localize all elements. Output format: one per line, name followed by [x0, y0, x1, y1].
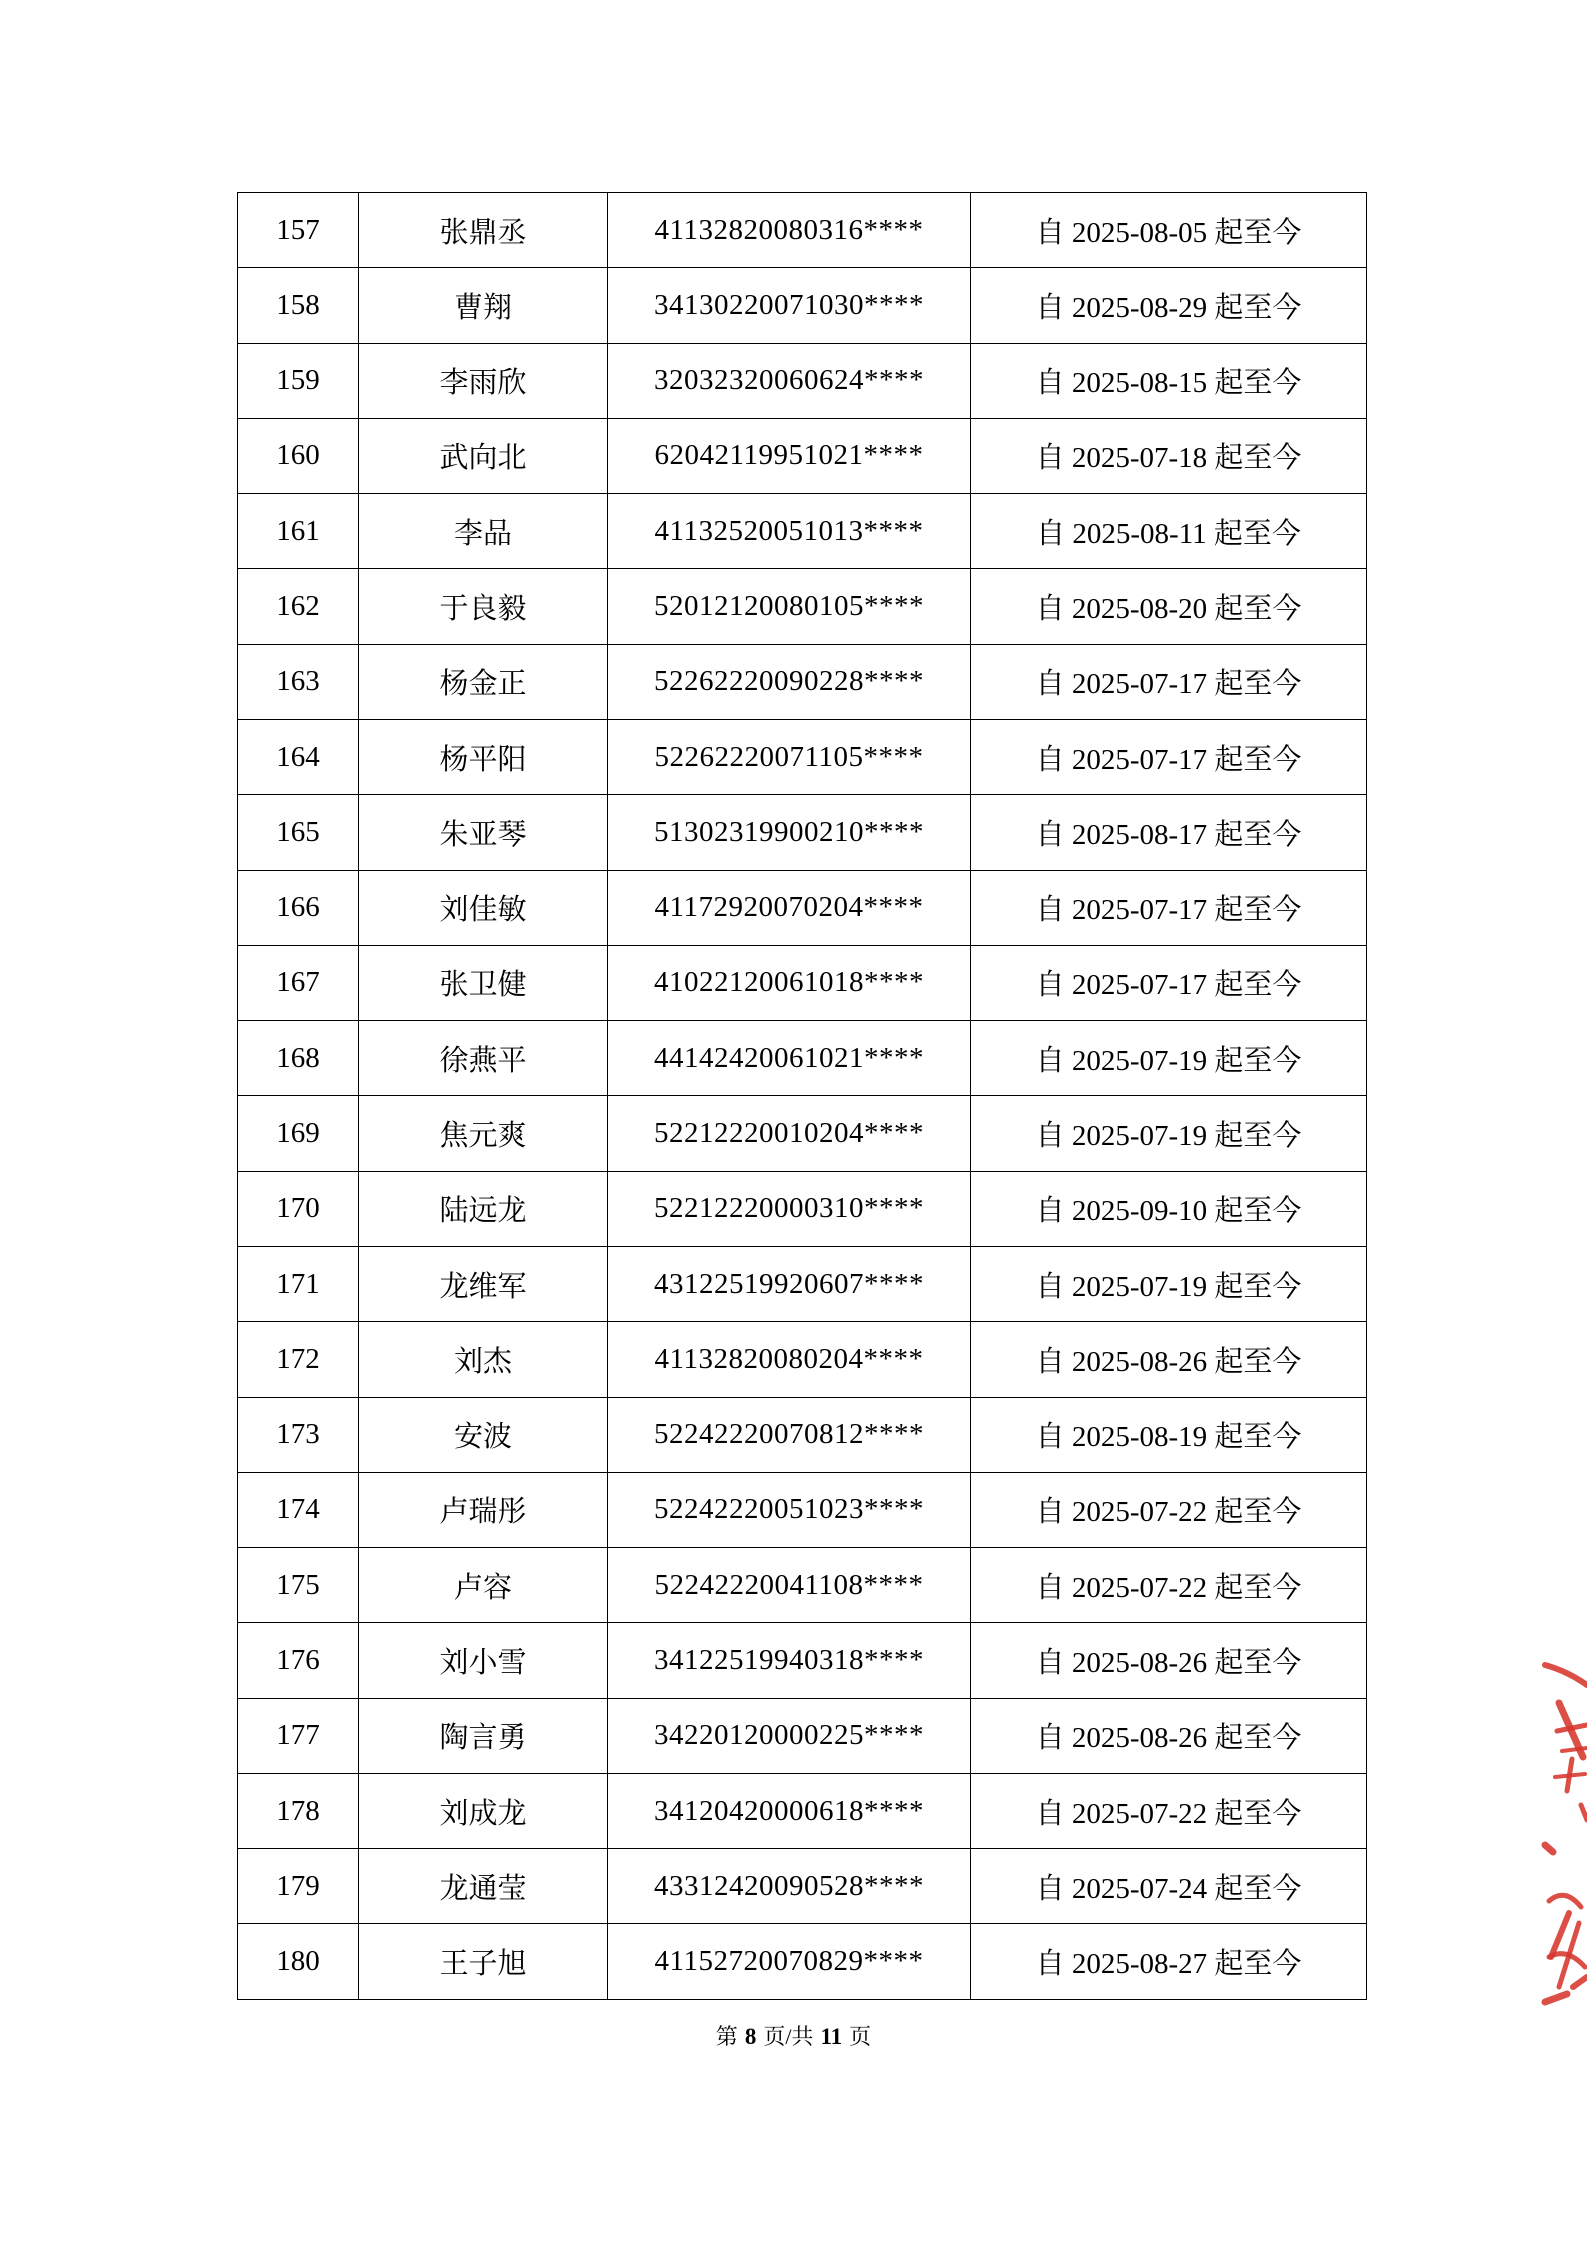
- page-footer: [0, 2020, 1587, 2051]
- table-row: [238, 1021, 1367, 1096]
- cell-serial-number: 166: [238, 870, 359, 945]
- cell-id-number: 44142420061021****: [608, 1021, 971, 1096]
- cell-id-number: 52212220010204****: [608, 1096, 971, 1171]
- table-row: [238, 1322, 1367, 1397]
- table-row: [238, 418, 1367, 493]
- cell-name: 王子旭: [359, 1924, 608, 2000]
- cell-name: 刘杰: [359, 1322, 608, 1397]
- cell-serial-number: 157: [238, 193, 359, 268]
- cell-id-number: 41132820080316****: [608, 193, 971, 268]
- cell-period: 自 2025-07-22 起至今: [971, 1548, 1367, 1623]
- cell-name: 朱亚琴: [359, 795, 608, 870]
- cell-serial-number: 173: [238, 1397, 359, 1472]
- table-row: [238, 1397, 1367, 1472]
- cell-serial-number: 167: [238, 945, 359, 1020]
- cell-period: 自 2025-07-17 起至今: [971, 719, 1367, 794]
- cell-period: 自 2025-08-11 起至今: [971, 494, 1367, 569]
- cell-serial-number: 158: [238, 268, 359, 343]
- cell-serial-number: 161: [238, 494, 359, 569]
- cell-serial-number: 165: [238, 795, 359, 870]
- table-row: [238, 569, 1367, 644]
- cell-period: 自 2025-08-29 起至今: [971, 268, 1367, 343]
- cell-name: 龙通莹: [359, 1849, 608, 1924]
- cell-period: 自 2025-07-19 起至今: [971, 1096, 1367, 1171]
- cell-id-number: 43122519920607****: [608, 1246, 971, 1321]
- cell-id-number: 62042119951021****: [608, 418, 971, 493]
- cell-serial-number: 171: [238, 1246, 359, 1321]
- cell-name: 陆远龙: [359, 1171, 608, 1246]
- cell-name: 张卫健: [359, 945, 608, 1020]
- footer-suffix: 页: [849, 2024, 872, 2049]
- cell-period: 自 2025-07-22 起至今: [971, 1472, 1367, 1547]
- cell-id-number: 52242220041108****: [608, 1548, 971, 1623]
- table-row: [238, 1171, 1367, 1246]
- cell-name: 陶言勇: [359, 1698, 608, 1773]
- cell-name: 安波: [359, 1397, 608, 1472]
- current-page-number: 8: [744, 2024, 757, 2049]
- cell-id-number: 41132520051013****: [608, 494, 971, 569]
- table-row: [238, 644, 1367, 719]
- cell-period: 自 2025-07-19 起至今: [971, 1021, 1367, 1096]
- cell-period: 自 2025-08-19 起至今: [971, 1397, 1367, 1472]
- cell-name: 徐燕平: [359, 1021, 608, 1096]
- cell-period: 自 2025-07-22 起至今: [971, 1773, 1367, 1848]
- cell-name: 李品: [359, 494, 608, 569]
- cell-period: 自 2025-08-26 起至今: [971, 1623, 1367, 1698]
- footer-separator: 页/共: [763, 2024, 814, 2049]
- cell-serial-number: 179: [238, 1849, 359, 1924]
- cell-serial-number: 180: [238, 1924, 359, 2000]
- cell-serial-number: 174: [238, 1472, 359, 1547]
- cell-name: 武向北: [359, 418, 608, 493]
- cell-name: 卢容: [359, 1548, 608, 1623]
- footer-prefix: 第: [715, 2024, 738, 2049]
- cell-id-number: 52012120080105****: [608, 569, 971, 644]
- cell-period: 自 2025-07-24 起至今: [971, 1849, 1367, 1924]
- cell-period: 自 2025-08-15 起至今: [971, 343, 1367, 418]
- table-row: [238, 870, 1367, 945]
- cell-serial-number: 170: [238, 1171, 359, 1246]
- cell-id-number: 52242220051023****: [608, 1472, 971, 1547]
- table-row: [238, 1698, 1367, 1773]
- cell-id-number: 52262220090228****: [608, 644, 971, 719]
- cell-serial-number: 160: [238, 418, 359, 493]
- cell-serial-number: 168: [238, 1021, 359, 1096]
- cell-name: 曹翔: [359, 268, 608, 343]
- cell-name: 龙维军: [359, 1246, 608, 1321]
- cell-period: 自 2025-08-20 起至今: [971, 569, 1367, 644]
- cell-id-number: 34122519940318****: [608, 1623, 971, 1698]
- cell-name: 李雨欣: [359, 343, 608, 418]
- table-row: [238, 795, 1367, 870]
- table-row: [238, 1623, 1367, 1698]
- table-row: [238, 1849, 1367, 1924]
- cell-id-number: 41022120061018****: [608, 945, 971, 1020]
- cell-id-number: 41132820080204****: [608, 1322, 971, 1397]
- roster-table: [237, 192, 1367, 2000]
- cell-id-number: 52212220000310****: [608, 1171, 971, 1246]
- cell-period: 自 2025-08-26 起至今: [971, 1322, 1367, 1397]
- table-row: [238, 1472, 1367, 1547]
- cell-name: 刘佳敏: [359, 870, 608, 945]
- cell-id-number: 34120420000618****: [608, 1773, 971, 1848]
- cell-period: 自 2025-09-10 起至今: [971, 1171, 1367, 1246]
- cell-serial-number: 169: [238, 1096, 359, 1171]
- cell-serial-number: 159: [238, 343, 359, 418]
- table-row: [238, 268, 1367, 343]
- cell-id-number: 51302319900210****: [608, 795, 971, 870]
- cell-period: 自 2025-08-26 起至今: [971, 1698, 1367, 1773]
- official-seal-fragment: [1537, 1655, 1587, 2025]
- cell-serial-number: 175: [238, 1548, 359, 1623]
- cell-period: 自 2025-07-17 起至今: [971, 945, 1367, 1020]
- table-row: [238, 945, 1367, 1020]
- cell-serial-number: 172: [238, 1322, 359, 1397]
- cell-period: 自 2025-07-17 起至今: [971, 870, 1367, 945]
- cell-period: 自 2025-08-17 起至今: [971, 795, 1367, 870]
- cell-period: 自 2025-08-05 起至今: [971, 193, 1367, 268]
- cell-name: 卢瑞彤: [359, 1472, 608, 1547]
- cell-name: 于良毅: [359, 569, 608, 644]
- cell-period: 自 2025-07-18 起至今: [971, 418, 1367, 493]
- cell-id-number: 41152720070829****: [608, 1924, 971, 2000]
- cell-serial-number: 176: [238, 1623, 359, 1698]
- roster-table-body: [238, 193, 1367, 2000]
- cell-name: 杨金正: [359, 644, 608, 719]
- cell-name: 杨平阳: [359, 719, 608, 794]
- cell-id-number: 41172920070204****: [608, 870, 971, 945]
- total-pages-number: 11: [820, 2024, 843, 2049]
- cell-serial-number: 162: [238, 569, 359, 644]
- table-row: [238, 1246, 1367, 1321]
- cell-period: 自 2025-07-17 起至今: [971, 644, 1367, 719]
- cell-period: 自 2025-08-27 起至今: [971, 1924, 1367, 2000]
- cell-id-number: 52242220070812****: [608, 1397, 971, 1472]
- table-row: [238, 1548, 1367, 1623]
- cell-id-number: 32032320060624****: [608, 343, 971, 418]
- table-row: [238, 1096, 1367, 1171]
- cell-period: 自 2025-07-19 起至今: [971, 1246, 1367, 1321]
- cell-serial-number: 178: [238, 1773, 359, 1848]
- cell-id-number: 43312420090528****: [608, 1849, 971, 1924]
- cell-name: 刘成龙: [359, 1773, 608, 1848]
- cell-id-number: 34220120000225****: [608, 1698, 971, 1773]
- table-row: [238, 1773, 1367, 1848]
- cell-name: 刘小雪: [359, 1623, 608, 1698]
- cell-id-number: 52262220071105****: [608, 719, 971, 794]
- cell-name: 张鼎丞: [359, 193, 608, 268]
- cell-serial-number: 163: [238, 644, 359, 719]
- table-row: [238, 343, 1367, 418]
- table-row: [238, 719, 1367, 794]
- cell-serial-number: 164: [238, 719, 359, 794]
- table-row: [238, 1924, 1367, 2000]
- cell-id-number: 34130220071030****: [608, 268, 971, 343]
- cell-name: 焦元爽: [359, 1096, 608, 1171]
- table-row: [238, 494, 1367, 569]
- cell-serial-number: 177: [238, 1698, 359, 1773]
- table-row: [238, 193, 1367, 268]
